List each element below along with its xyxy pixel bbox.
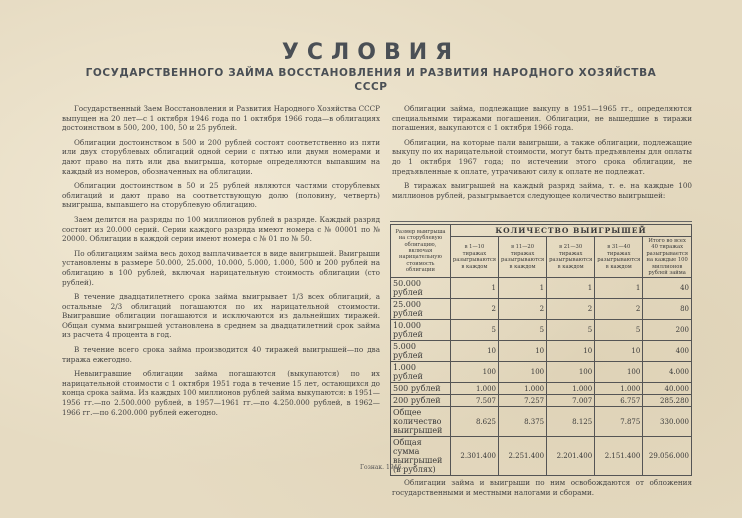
table-cell: 1	[499, 278, 547, 299]
prize-amount-label: 50.000 рублей	[391, 278, 451, 299]
table-col-header: в 31—40 тиражах разыгрываются в каждом	[595, 237, 643, 278]
prize-amount-label: 25.000 рублей	[391, 299, 451, 320]
table-header-main: КОЛИЧЕСТВО ВЫИГРЫШЕЙ	[450, 225, 691, 237]
table-cell: 7.007	[547, 395, 595, 407]
table-col-header: в 1—10 тиражах разыгрываются в каждом	[450, 237, 498, 278]
paragraph: По облигациям займа весь доход выплачивается в виде выигрышей. Выигрыши установлены в размере 50.000, 25.000, 10.000, 5.000, 1.000, 500 и 200 рублей на облигацию в 100 рублей, включая нарицательную стоимость облигации (сто рублей).	[62, 248, 380, 287]
paragraph: Облигации займа, подлежащие выкупу в 1951—1965 гг., определяются специальными тиражами погашения. Облигации, не вышедшие в тиражи погашения, выкупаются с 1 октября 1966 года.	[392, 104, 692, 133]
table-cell: 5	[547, 320, 595, 341]
table-cell: 40	[643, 278, 692, 299]
table-cell: 10	[547, 341, 595, 362]
prize-amount-label: 200 рублей	[391, 395, 451, 407]
table-cell: 6.757	[595, 395, 643, 407]
tax-note	[392, 478, 692, 497]
table-row	[391, 383, 692, 395]
table-col-header: Итого во всех 40 тиражах разыгрывается на каждые 100 миллионов рублей займа	[643, 237, 692, 278]
table-cell: 4.000	[643, 362, 692, 383]
paragraph: Облигации займа и выигрыши по ним освобождаются от обложения государственными и местными налогами и сборами.	[392, 478, 692, 497]
table-cell: 10	[595, 341, 643, 362]
total-count-label: Общее количество выигрышей	[391, 407, 451, 437]
table-col-header: в 11—20 тиражах разыгрываются в каждом	[499, 237, 547, 278]
table-row	[391, 395, 692, 407]
table-row	[391, 320, 692, 341]
total-count-cell: 8.125	[547, 407, 595, 437]
prize-amount-label: 500 рублей	[391, 383, 451, 395]
table-cell: 100	[499, 362, 547, 383]
total-sum-cell: 2.301.400	[450, 437, 498, 476]
table-cell: 2	[547, 299, 595, 320]
total-sum-label: Общая сумма выигрышей (в рублях)	[391, 437, 451, 476]
paragraph: В течение всего срока займа производится 40 тиражей выигрышей—по два тиража ежегодно.	[62, 345, 380, 364]
table-cell: 400	[643, 341, 692, 362]
table-cell: 7.257	[499, 395, 547, 407]
paragraph: Облигации достоинством в 500 и 200 рублей состоят соответственно из пяти или двух сторублевых облигаций одной серии с пятью или двумя номерами и дают право на пять или два выигрыша, которые определяются выпавшим на каждый из номеров, обозначенных на облигации.	[62, 137, 380, 176]
table-cell: 10	[499, 341, 547, 362]
table-row	[391, 278, 692, 299]
table-cell: 7.507	[450, 395, 498, 407]
table-row	[391, 362, 692, 383]
table-cell: 200	[643, 320, 692, 341]
paragraph: Облигации достоинством в 50 и 25 рублей являются частями сторублевых облигаций и дают право на соответствующую долю (половину, четверть) выигрыша, выпавшего на сторублевую облигацию.	[62, 181, 380, 210]
table-cell: 80	[643, 299, 692, 320]
table-cell: 1.000	[595, 383, 643, 395]
printer-mark: Гознак. 1946.	[360, 464, 404, 471]
left-column	[62, 104, 380, 422]
total-sum-cell: 2.151.400	[595, 437, 643, 476]
prize-amount-label: 1.000 рублей	[391, 362, 451, 383]
paragraph: В тиражах выигрышей на каждый разряд займа, т. е. на каждые 100 миллионов рублей, разыгрывается следующее количество выигрышей:	[392, 181, 692, 200]
page-title: УСЛОВИЯ	[281, 40, 461, 65]
table-cell: 40.000	[643, 383, 692, 395]
paragraph: Облигации, на которые пали выигрыши, а также облигации, подлежащие выкупу по их нарицательной стоимости, могут быть предъявлены для оплаты до 1 октября 1967 года; по истечении этого срока облигации, не предъявленные к оплате, утрачивают силу к оплате не подлежат.	[392, 137, 692, 176]
table-cell: 5	[450, 320, 498, 341]
table-cell: 1	[547, 278, 595, 299]
table-row	[391, 341, 692, 362]
table-body	[391, 278, 692, 407]
prize-amount-label: 5.000 рублей	[391, 341, 451, 362]
table-cell: 100	[547, 362, 595, 383]
total-sum-cell: 29.056.000	[643, 437, 692, 476]
table-cell: 100	[595, 362, 643, 383]
table-cell: 10	[450, 341, 498, 362]
total-count-cell: 7.875	[595, 407, 643, 437]
total-sum-cell: 2.201.400	[547, 437, 595, 476]
table-cell: 5	[595, 320, 643, 341]
table-col-header: в 21—30 тиражах разыгрываются в каждом	[547, 237, 595, 278]
table-cell: 100	[450, 362, 498, 383]
table-cell: 5	[499, 320, 547, 341]
total-count-cell: 8.375	[499, 407, 547, 437]
divider	[390, 221, 692, 222]
total-count-cell: 330.000	[643, 407, 692, 437]
winnings-table	[390, 224, 692, 476]
table-row	[391, 299, 692, 320]
table-cell: 2	[499, 299, 547, 320]
table-row-head: Размер выигрыша на сторублевую облигацию, включая нарицательную стоимость облигации	[391, 225, 451, 278]
paragraph: Заем делится на разряды по 100 миллионов рублей в разряде. Каждый разряд состоит из 20.000 серий. Серии каждого разряда имеют номера с № 00001 по № 20000. Облигации в каждой серии имеют номера с № 01 по № 50.	[62, 214, 380, 244]
total-sum-cell: 2.251.400	[499, 437, 547, 476]
table-cell: 1	[450, 278, 498, 299]
table-cell: 1.000	[450, 383, 498, 395]
table-cell: 2	[450, 299, 498, 320]
total-count-cell: 8.625	[450, 407, 498, 437]
paragraph: В течение двадцатилетнего срока займа выигрывает 1/3 всех облигаций, а остальные 2/3 облигаций погашаются по их нарицательной стоимости. Выигравшие облигации погашаются и исключаются из дальнейших тиражей. Общая сумма выигрышей установлена в среднем за двадцатилетний срок займа из расчета 4 процента в год.	[62, 292, 380, 340]
paragraph: Государственный Заем Восстановления и Развития Народного Хозяйства СССР выпущен на 20 лет—с 1 октября 1946 года по 1 октября 1966 года—в облигациях достоинством в 500, 200, 100, 50 и 25 рублей.	[62, 104, 380, 133]
table-cell: 1.000	[547, 383, 595, 395]
prize-amount-label: 10.000 рублей	[391, 320, 451, 341]
table-cell: 1	[595, 278, 643, 299]
page-subtitle: ГОСУДАРСТВЕННОГО ЗАЙМА ВОССТАНОВЛЕНИЯ И РАЗВИТИЯ НАРОДНОГО ХОЗЯЙСТВА СССР	[85, 67, 657, 93]
right-column	[392, 104, 692, 205]
table-cell: 285.280	[643, 395, 692, 407]
table-cell: 2	[595, 299, 643, 320]
paragraph: Невыигравшие облигации займа погашаются (выкупаются) по их нарицательной стоимости с 1 октября 1951 года в течение 15 лет, остающихся до конца срока займа. Из каждых 100 миллионов рублей займа выкупаются: в 1951—1956 гг.—по 2.500.000 рублей, в 1957—1961 гг.—по 4.250.000 рублей, в 1962—1966 гг.—по 6.200.000 рублей ежегодно.	[62, 369, 380, 417]
table-cell: 1.000	[499, 383, 547, 395]
